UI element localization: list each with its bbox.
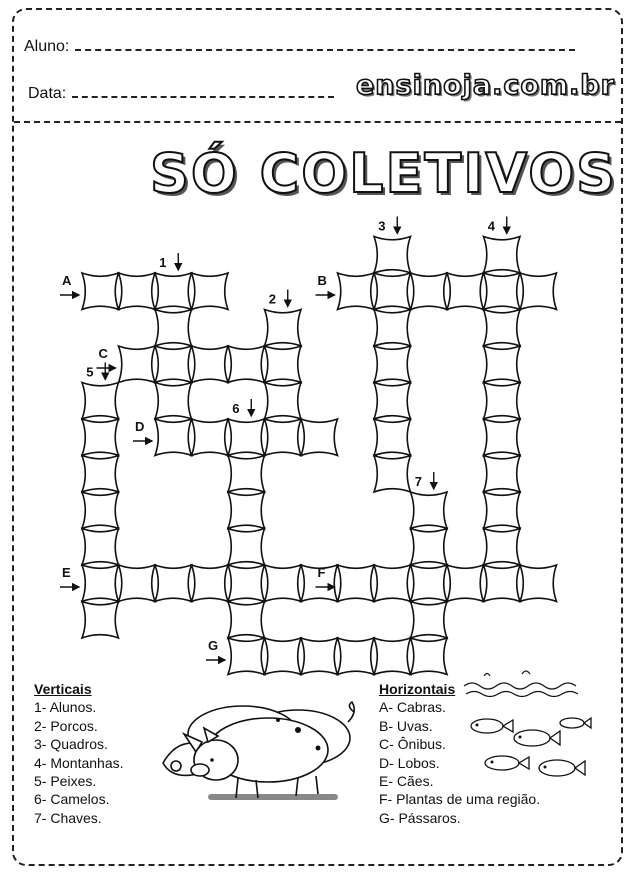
crossword-label-g: G (208, 638, 219, 653)
crossword-label-7: 7 (414, 474, 422, 489)
crossword-cell[interactable] (484, 237, 521, 274)
clue-horizontal-c: C- Ônibus. (379, 736, 446, 753)
crossword-cell[interactable] (484, 273, 521, 310)
crossword-cell[interactable] (155, 383, 192, 420)
crossword-cell[interactable] (447, 273, 484, 310)
clue-vertical-1: 1- Alunos. (34, 699, 97, 716)
crossword-cell[interactable] (82, 602, 119, 639)
clue-vertical-4: 4- Montanhas. (34, 754, 124, 771)
crossword-cell[interactable] (484, 565, 521, 602)
verticais-heading: Verticais (34, 681, 92, 697)
crossword-cell[interactable] (155, 419, 192, 456)
clue-vertical-5: 5- Peixes. (34, 773, 97, 790)
crossword-cell[interactable] (374, 237, 411, 274)
crossword-cell[interactable] (374, 346, 411, 383)
horizontais-heading: Horizontais (379, 681, 456, 697)
crossword-cell[interactable] (82, 529, 119, 566)
crossword-cell[interactable] (228, 565, 265, 602)
crossword-cell[interactable] (374, 456, 411, 493)
crossword-cell[interactable] (82, 565, 119, 602)
crossword-label-6: 6 (232, 401, 240, 416)
crossword-cell[interactable] (484, 492, 521, 529)
clue-horizontal-f: F- Plantas de uma região. (379, 791, 541, 808)
crossword-cell[interactable] (228, 419, 265, 456)
crossword-cell[interactable] (411, 273, 448, 310)
crossword-cell[interactable] (338, 638, 375, 675)
crossword-cell[interactable] (411, 492, 448, 529)
crossword-cell[interactable] (192, 419, 229, 456)
crossword-cell[interactable] (228, 602, 265, 639)
crossword-cell[interactable] (155, 273, 192, 310)
clue-vertical-7: 7- Chaves. (34, 809, 102, 826)
crossword-cell[interactable] (374, 565, 411, 602)
crossword-cell[interactable] (374, 383, 411, 420)
clue-horizontal-b: B- Uvas. (379, 717, 433, 734)
crossword-cell[interactable] (484, 346, 521, 383)
clue-horizontal-d: D- Lobos. (379, 754, 440, 771)
brand-logo: ensinoja.com.br (356, 70, 615, 101)
crossword-cell[interactable] (192, 273, 229, 310)
crossword-cell[interactable] (374, 419, 411, 456)
crossword-cell[interactable] (119, 346, 156, 383)
crossword-cell[interactable] (374, 310, 411, 347)
data-label: Data: (28, 85, 67, 102)
crossword-cell[interactable] (520, 565, 557, 602)
crossword-cell[interactable] (265, 383, 302, 420)
crossword-cell[interactable] (119, 273, 156, 310)
crossword-cell[interactable] (374, 273, 411, 310)
crossword-label-e: E (62, 565, 71, 580)
crossword-label-f: F (317, 565, 326, 580)
crossword-cell[interactable] (484, 383, 521, 420)
crossword-cell[interactable] (265, 310, 302, 347)
crossword-cell[interactable] (82, 456, 119, 493)
crossword-cell[interactable] (411, 602, 448, 639)
crossword-cell[interactable] (338, 565, 375, 602)
crossword-cell[interactable] (155, 310, 192, 347)
crossword-label-a: A (62, 273, 72, 288)
crossword-cell[interactable] (265, 346, 302, 383)
crossword-label-3: 3 (378, 218, 386, 234)
crossword-cell[interactable] (155, 346, 192, 383)
clue-horizontal-g: G- Pássaros. (379, 809, 461, 826)
clue-horizontal-a: A- Cabras. (379, 699, 446, 716)
crossword-cell[interactable] (265, 638, 302, 675)
crossword-cell[interactable] (228, 456, 265, 493)
crossword-cell[interactable] (192, 346, 229, 383)
crossword-cell[interactable] (484, 310, 521, 347)
crossword-cell[interactable] (228, 638, 265, 675)
horizontais-list (379, 680, 540, 827)
crossword-cell[interactable] (301, 638, 338, 675)
crossword-label-4: 4 (487, 218, 495, 234)
crossword-label-d: D (135, 419, 145, 434)
crossword-cell[interactable] (228, 346, 265, 383)
clue-vertical-3: 3- Quadros. (34, 736, 108, 753)
pigs-illustration (148, 690, 368, 805)
clue-horizontal-e: E- Cães. (379, 773, 434, 790)
clue-vertical-6: 6- Camelos. (34, 791, 110, 808)
crossword-cell[interactable] (82, 492, 119, 529)
crossword-cell[interactable] (265, 565, 302, 602)
crossword-cell[interactable] (447, 565, 484, 602)
crossword-cell[interactable] (484, 456, 521, 493)
verticais-list (34, 680, 124, 827)
crossword-cell[interactable] (228, 492, 265, 529)
page-title: SÓ COLETIVOS (150, 142, 617, 205)
crossword-label-5: 5 (86, 364, 94, 380)
crossword-cell[interactable] (301, 419, 338, 456)
crossword-label-2: 2 (268, 291, 276, 307)
crossword-cell[interactable] (520, 273, 557, 310)
aluno-label: Aluno: (24, 38, 70, 55)
crossword-label-b: B (317, 273, 327, 288)
crossword-cell[interactable] (119, 565, 156, 602)
crossword-cell[interactable] (374, 638, 411, 675)
crossword-cell[interactable] (411, 565, 448, 602)
crossword-cell[interactable] (265, 419, 302, 456)
crossword-cell[interactable] (82, 273, 119, 310)
crossword-cell[interactable] (484, 529, 521, 566)
crossword-cell[interactable] (411, 529, 448, 566)
crossword-cell[interactable] (338, 273, 375, 310)
crossword-cell[interactable] (82, 383, 119, 420)
crossword-cell[interactable] (484, 419, 521, 456)
crossword-cell[interactable] (228, 529, 265, 566)
crossword-cell[interactable] (411, 638, 448, 675)
crossword-label-1: 1 (159, 255, 167, 270)
clue-vertical-2: 2- Porcos. (34, 717, 98, 734)
crossword-cell[interactable] (155, 565, 192, 602)
crossword-cell[interactable] (192, 565, 229, 602)
crossword-cell[interactable] (82, 419, 119, 456)
crossword-label-c: C (98, 346, 108, 361)
